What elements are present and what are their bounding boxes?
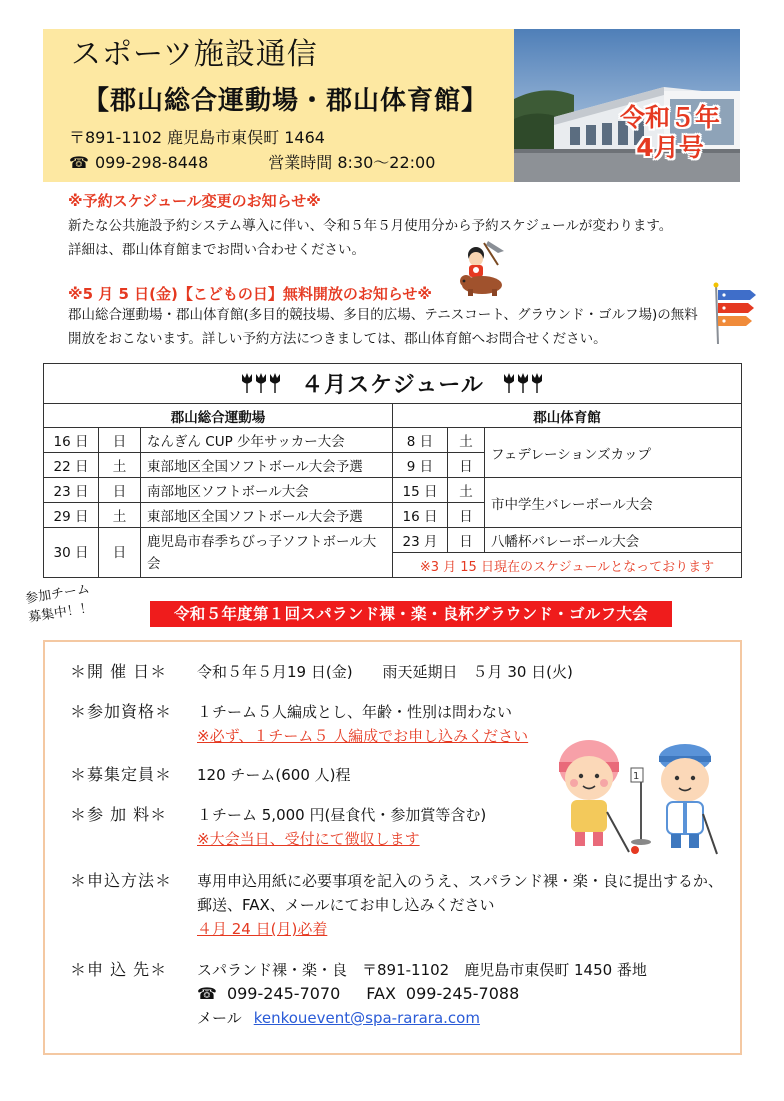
fee-label: ＊参 加 料＊	[70, 805, 168, 824]
phone-icon: ☎	[69, 153, 89, 172]
schedule-day: 日	[99, 478, 141, 503]
issue-era: 令和５年	[619, 103, 720, 132]
table-row	[44, 428, 742, 453]
facility-phone: 099-298-8448	[94, 153, 209, 172]
schedule-day: 土	[99, 453, 141, 478]
schedule-date: 8 日	[393, 428, 448, 453]
fee-note: ※大会当日、受付にて徴収します	[197, 830, 420, 848]
phone-icon: ☎	[197, 984, 217, 1003]
april-schedule-table	[43, 363, 742, 578]
schedule-note: ※3 月 15 日現在のスケジュールとなっております	[393, 553, 742, 578]
destination-fax: 099-245-7088	[405, 984, 520, 1003]
fee-value: １チーム 5,000 円(昼食代・参加賞等含む)	[197, 806, 487, 824]
application-method-value2: 郵送、FAX、メールにてお申し込みください	[197, 896, 495, 914]
schedule-event: 八幡杯バレーボール大会	[485, 528, 742, 553]
facility-subtitle: 【郡山総合運動場・郡山体育館】	[83, 86, 489, 116]
schedule-event: 鹿児島市春季ちびっ子ソフトボール大会	[141, 528, 393, 578]
facility-header-left: 郡山総合運動場	[44, 404, 393, 428]
eligibility-value: １チーム５人編成とし、年齢・性別は問わない	[197, 703, 513, 721]
application-destination-label: ＊申 込 先＊	[70, 960, 168, 979]
schedule-caption	[44, 364, 742, 404]
notice-text-schedule-change	[68, 214, 728, 262]
fax-label: FAX	[366, 984, 396, 1003]
schedule-event: フェデレーションズカップ	[485, 428, 742, 478]
mail-label: メール	[197, 1009, 242, 1027]
schedule-day: 土	[448, 428, 485, 453]
issue-badge	[600, 103, 740, 163]
event-date-label: ＊開 催 日＊	[70, 662, 168, 681]
eligibility-note: ※必ず、１チーム５ 人編成でお申し込みください	[197, 727, 529, 745]
schedule-day: 土	[99, 503, 141, 528]
opening-hours: 営業時間 8:30～22:00	[268, 153, 436, 172]
kintaro-bear-icon	[458, 237, 508, 301]
schedule-date: 16 日	[393, 503, 448, 528]
event-date-value: 令和５年５月19 日(金) 雨天延期日 ５月 30 日(火)	[197, 663, 573, 681]
ground-golf-characters-illustration	[545, 728, 725, 858]
eligibility-label: ＊参加資格＊	[70, 702, 173, 721]
notice-line: 新たな公共施設予約システム導入に伴い、令和５年５月使用分から予約スケジュールが変わります。	[68, 218, 673, 234]
schedule-day: 土	[448, 478, 485, 503]
notice-text-childrens-day	[68, 303, 728, 351]
schedule-event: なんぎん CUP 少年サッカー大会	[141, 428, 393, 453]
schedule-date: 22 日	[44, 453, 99, 478]
schedule-day: 日	[99, 428, 141, 453]
schedule-date: 29 日	[44, 503, 99, 528]
schedule-date: 16 日	[44, 428, 99, 453]
schedule-day: 日	[448, 453, 485, 478]
destination-phone-fax	[197, 982, 519, 1006]
table-row	[44, 478, 742, 503]
application-method-label: ＊申込方法＊	[70, 871, 173, 890]
schedule-event: 東部地区全国ソフトボール大会予選	[141, 503, 393, 528]
facility-address: 〒891-1102 鹿児島市東俣町 1464	[69, 128, 325, 147]
schedule-day: 日	[448, 528, 485, 553]
schedule-event: 東部地区全国ソフトボール大会予選	[141, 453, 393, 478]
schedule-title: ４月スケジュール	[301, 372, 484, 398]
facility-contact	[69, 151, 435, 175]
schedule-day: 日	[448, 503, 485, 528]
facility-header-right: 郡山体育館	[393, 404, 742, 428]
schedule-event: 市中学生バレーボール大会	[485, 478, 742, 528]
schedule-date: 15 日	[393, 478, 448, 503]
application-destination-value: スパランド裸・楽・良 〒891-1102 鹿児島市東俣町 1450 番地	[197, 961, 647, 979]
event-banner: 令和５年度第１回スパランド裸・楽・良杯グラウンド・ゴルフ大会	[150, 601, 672, 627]
tulip-icon	[501, 372, 547, 400]
recruit-line: 募集中！！	[27, 600, 94, 626]
recruit-note	[24, 580, 94, 628]
email-link[interactable]: kenkouevent@spa-rarara.com	[253, 1009, 480, 1027]
notice-line: 郡山総合運動場・郡山体育館(多目的競技場、多目的広場、テニスコート、グラウンド・ゴルフ場)の無料	[68, 307, 698, 323]
destination-mail	[197, 1006, 480, 1030]
schedule-date: 23 月	[393, 528, 448, 553]
header-banner	[43, 29, 740, 182]
schedule-event: 南部地区ソフトボール大会	[141, 478, 393, 503]
notice-line: 開放をおこないます。詳しい予約方法につきましては、郡山体育館へお問合せください。	[68, 331, 607, 347]
svg-text:1: 1	[633, 771, 640, 782]
schedule-date: 30 日	[44, 528, 99, 578]
tulip-icon	[239, 372, 285, 400]
notice-line: 詳細は、郡山体育館までお問い合わせください。	[68, 242, 365, 258]
application-deadline: ４月 24 日(月)必着	[197, 920, 328, 938]
schedule-date: 23 日	[44, 478, 99, 503]
destination-phone: 099-245-7070	[226, 984, 341, 1003]
newsletter-title: スポーツ施設通信	[71, 37, 318, 72]
issue-month: 4月号	[636, 133, 704, 162]
capacity-value: 120 チーム(600 人)程	[197, 766, 351, 784]
capacity-label: ＊募集定員＊	[70, 765, 173, 784]
koinobori-icon	[712, 282, 756, 350]
notice-title-schedule-change: ※予約スケジュール変更のお知らせ※	[68, 192, 321, 210]
table-row	[44, 528, 742, 553]
application-method-value: 専用申込用紙に必要事項を記入のうえ、スパランド裸・楽・良に提出するか、	[197, 872, 723, 890]
notice-title-childrens-day: ※5 月 5 日(金)【こどもの日】無料開放のお知らせ※	[68, 285, 432, 303]
recruit-line: 参加チーム	[24, 581, 91, 607]
schedule-day: 日	[99, 528, 141, 578]
schedule-date: 9 日	[393, 453, 448, 478]
